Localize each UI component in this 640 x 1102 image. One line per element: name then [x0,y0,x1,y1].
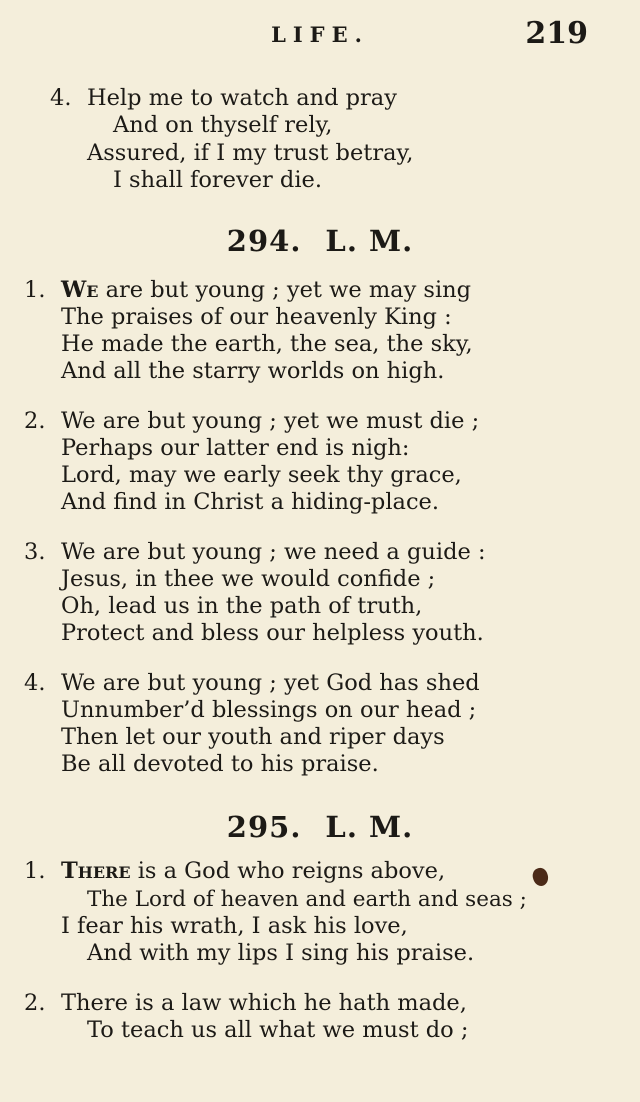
verse-number: 4. [24,670,46,696]
verse-first-word: There [61,990,128,1016]
verse-first-rest: is a God who reigns above, [130,858,446,884]
verse-line [61,408,479,435]
verse-line: I fear his wrath, I ask his love, [61,913,408,939]
verse-line [61,277,471,304]
verse-line: Protect and bless our helpless youth. [61,620,484,646]
verse-line: Oh, lead us in the path of truth, [61,593,423,619]
verse-first-rest: are but young ; yet God has shed [95,670,480,696]
verse-first-rest: is a law which he hath made, [127,990,467,1016]
verse-line: Help me to watch and pray [87,85,397,111]
hymn-number: 295. [226,810,302,844]
verse-first-word: We [61,539,96,565]
verse-line: He made the earth, the sea, the sky, [61,331,473,357]
verse-line: And on thyself rely, [113,112,333,138]
verse-number: 2. [24,990,46,1016]
verse-line: And find in Christ a hiding-place. [61,489,440,515]
verse-first-word: We [61,408,96,434]
verse-number: 4. [50,85,72,111]
verse-line: Unnumber’d blessings on our head ; [61,697,477,723]
verse-first-rest: are but young ; yet we may sing [98,277,472,303]
verse-line [61,858,445,885]
verse-number: 2. [24,408,46,434]
hymn-heading-295 [0,810,640,844]
verse-line: The praises of our heavenly King : [61,304,452,330]
verse-line [61,990,467,1017]
hymn-heading-294 [0,224,640,258]
verse-line: The Lord of heaven and earth and seas ; [87,887,527,912]
verse-line: Jesus, in thee we would confide ; [61,566,436,592]
verse-line: Assured, if I my trust betray, [87,140,414,166]
verse-first-rest: are but young ; we need a guide : [95,539,486,565]
verse-line [61,670,480,697]
ink-blot [530,866,550,888]
verse-line: And with my lips I sing his praise. [87,940,475,966]
verse-number: 1. [24,858,46,884]
verse-line: And all the starry worlds on high. [61,358,445,384]
page-number: 219 [525,16,588,51]
verse-first-rest: are but young ; yet we must die ; [95,408,480,434]
verse-line: Be all devoted to his praise. [61,751,379,777]
verse-line: I shall forever die. [113,167,322,193]
verse-line [61,539,486,566]
verse-first-word: There [61,858,131,884]
verse-first-word: We [61,277,99,303]
verse-number: 3. [24,539,46,565]
verse-first-word: We [61,670,96,696]
verse-number: 1. [24,277,46,303]
hymn-number: 294. [226,224,302,258]
verse-line: To teach us all what we must do ; [87,1017,469,1043]
running-title: LIFE. [271,22,369,47]
hymn-meter: L. M. [325,810,414,844]
verse-line: Perhaps our latter end is nigh: [61,435,410,461]
verse-line: Lord, may we early seek thy grace, [61,462,462,488]
verse-line: Then let our youth and riper days [61,724,445,750]
hymn-meter: L. M. [325,224,414,258]
